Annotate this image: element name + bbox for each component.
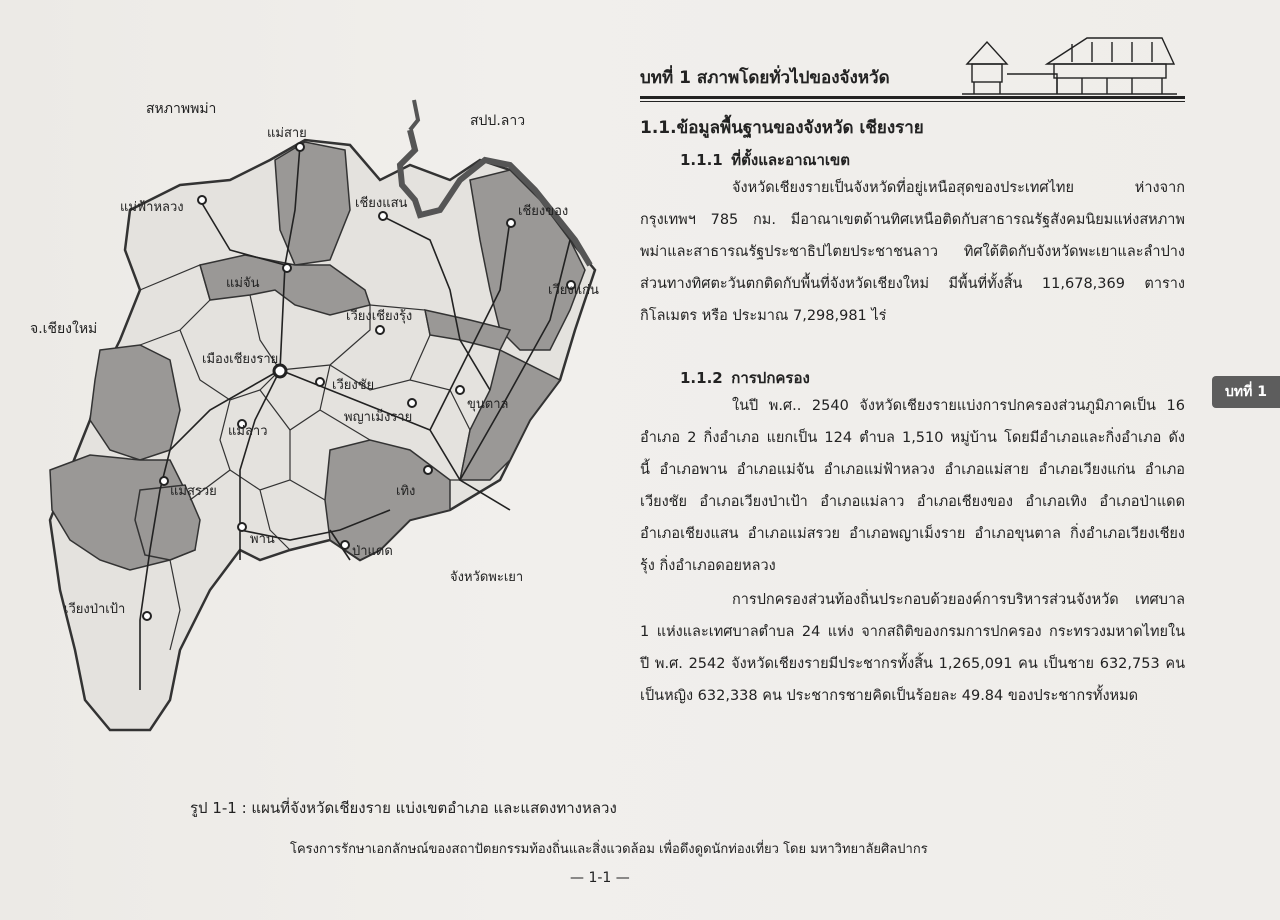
subsection-1-1-2-heading	[680, 366, 810, 390]
marker-maesai	[296, 143, 304, 151]
marker-chiangsaen	[379, 212, 387, 220]
text-line: จังหวัดเชียงรายเป็นจังหวัดที่อยู่เหนือสุดของประเทศไทย ห่างจาก	[732, 180, 1185, 196]
label-chiangsaen: เชียงแสน	[355, 196, 408, 211]
map-drawing	[30, 90, 630, 790]
subsection-number: 1.1.2	[680, 369, 723, 387]
marker-thoeng	[424, 466, 432, 474]
footer-text: โครงการรักษาเอกลักษณ์ของสถาปัตยกรรมท้องถิ่นและสิ่งแวดล้อม เพื่อดึงดูดนักท่องเที่ยว โดย มหาวิทยาลัยศิลปากร	[290, 842, 928, 857]
subsection-title: การปกครอง	[731, 369, 810, 387]
label-padaet: ป่าแดด	[352, 544, 393, 559]
label-maefahluang: แม่ฟ้าหลวง	[120, 200, 184, 215]
location-paragraph	[640, 172, 1185, 332]
text-line: รุ้ง กิ่งอำเภอดอยหลวง	[640, 558, 776, 574]
thai-house-illustration	[962, 34, 1177, 96]
label-chiangkhong: เชียงของ	[518, 204, 569, 219]
label-wiangchai: เวียงชัย	[332, 378, 375, 393]
label-maechan: แม่จัน	[226, 276, 260, 291]
marker-phan	[238, 523, 246, 531]
text-line: ในปี พ.ศ.. 2540 จังหวัดเชียงรายแบ่งการปกครองส่วนภูมิภาคเป็น 16	[732, 398, 1185, 414]
label-chiangmai: จ.เชียงใหม่	[30, 321, 98, 337]
header-rule	[640, 96, 1185, 99]
page-number: — 1-1 —	[570, 870, 630, 886]
marker-wiangpapao	[143, 612, 151, 620]
text-line: พม่าและสาธารณรัฐประชาธิปไตยประชาชนลาว ทิศใต้ติดกับจังหวัดพะเยาและลำปาง	[640, 244, 1185, 260]
label-maelao: แม่ลาว	[228, 424, 268, 439]
text-line: เวียงชัย อำเภอเวียงป่าเป้า อำเภอแม่ลาว อำเภอเชียงของ อำเภอเทิง อำเภอป่าแดด	[640, 494, 1185, 510]
text-line: อำเภอเชียงแสน อำเภอแม่สรวย อำเภอพญาเม็งราย อำเภอขุนตาล กิ่งอำเภอเวียงเชียง	[640, 526, 1185, 542]
text-line: ส่วนทางทิศตะวันตกติดกับพื้นที่จังหวัดเชียงใหม่ มีพื้นที่ทั้งสิ้น 11,678,369 ตาราง	[640, 276, 1185, 292]
label-laos: สปป.ลาว	[470, 113, 526, 129]
label-wiangkaen: เวียงแก่น	[548, 283, 599, 298]
text-line: อำเภอ 2 กิ่งอำเภอ แยกเป็น 124 ตำบล 1,510 หมู่บ้าน โดยมีอำเภอและกิ่งอำเภอ ดัง	[640, 430, 1185, 446]
label-khuntan: ขุนตาล	[467, 397, 509, 412]
subsection-number: 1.1.1	[680, 151, 723, 169]
label-maesuai: แม่สรวย	[170, 484, 217, 499]
header-rule-thin	[640, 101, 1185, 102]
label-phayao: จังหวัดพะเยา	[450, 570, 524, 585]
marker-padaet	[341, 541, 349, 549]
marker-chiangkhong	[507, 219, 515, 227]
subsection-title: ที่ตั้งและอาณาเขต	[731, 151, 850, 169]
text-line: เป็นหญิง 632,338 คน ประชากรชายคิดเป็นร้อยละ 49.84 ของประชากรทั้งหมด	[640, 688, 1139, 704]
text-line: กรุงเทพฯ 785 กม. มีอาณาเขตด้านทิศเหนือติดกับสาธารณรัฐสังคมนิยมแห่งสหภาพ	[640, 212, 1185, 228]
label-myanmar: สหภาพพม่า	[146, 101, 217, 117]
text-line: กิโลเมตร หรือ ประมาณ 7,298,981 ไร่	[640, 308, 887, 324]
local-government-paragraph	[640, 584, 1185, 712]
marker-wiangchiangrung	[376, 326, 384, 334]
label-phan: พาน	[250, 532, 275, 547]
text-line: การปกครองส่วนท้องถิ่นประกอบด้วยองค์การบริหารส่วนจังหวัด เทศบาล	[732, 592, 1185, 608]
label-wiangchiangrung: เวียงเชียงรุ้ง	[346, 309, 413, 324]
subsection-1-1-1-heading	[680, 148, 850, 172]
river-upper	[410, 100, 418, 130]
chapter-side-tab: บทที่ 1	[1212, 376, 1280, 408]
map-caption: รูป 1-1 : แผนที่จังหวัดเชียงราย แบ่งเขตอำเภอ และแสดงทางหลวง	[190, 799, 617, 817]
district-map	[30, 90, 630, 790]
label-wiangpapao: เวียงป่าเป้า	[64, 602, 126, 617]
label-phayamengrai: พญาเม็งราย	[344, 410, 413, 425]
marker-maesuai	[160, 477, 168, 485]
label-maesai: แม่สาย	[267, 126, 307, 141]
marker-maefahluang	[198, 196, 206, 204]
marker-khuntan	[456, 386, 464, 394]
section-title: 1.1.ข้อมูลพื้นฐานของจังหวัด เชียงราย	[640, 118, 924, 138]
label-thoeng: เทิง	[396, 484, 416, 499]
marker-wiangchai	[316, 378, 324, 386]
text-line: นี้ อำเภอพาน อำเภอแม่จัน อำเภอแม่ฟ้าหลวง อำเภอแม่สาย อำเภอเวียงแก่น อำเภอ	[640, 462, 1185, 478]
label-mueang: เมืองเชียงราย	[202, 352, 279, 367]
marker-maechan	[283, 264, 291, 272]
text-line: ปี พ.ศ. 2542 จังหวัดเชียงรายมีประชากรทั้งสิ้น 1,265,091 คน เป็นชาย 632,753 คน	[640, 656, 1185, 672]
chapter-title: บทที่ 1 สภาพโดยทั่วไปของจังหวัด	[640, 68, 890, 88]
administration-paragraph	[640, 390, 1185, 582]
text-line: 1 แห่งและเทศบาลตำบล 24 แห่ง จากสถิติของกรมการปกครอง กระทรวงมหาดไทยใน	[640, 624, 1185, 640]
